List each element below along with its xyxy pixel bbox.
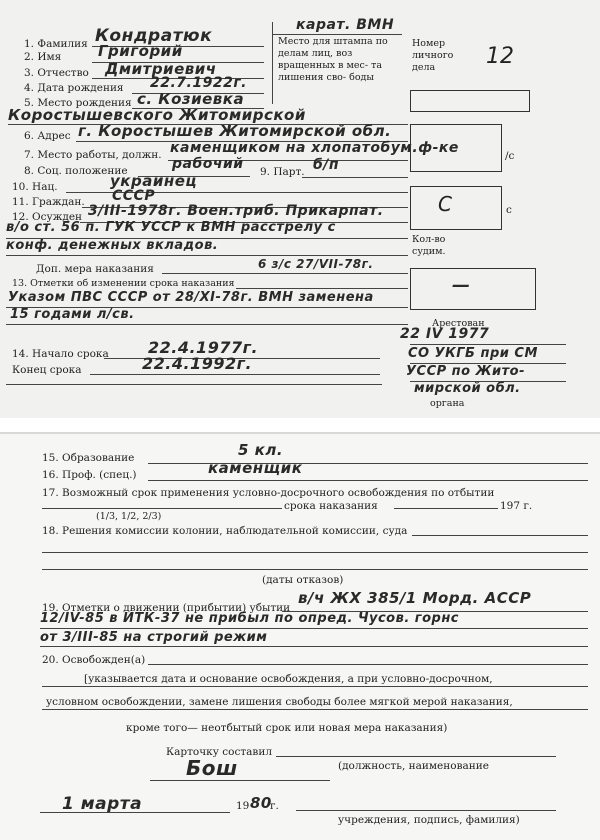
- case-number-label: Номер личного дела: [412, 38, 454, 73]
- release-note-2: условном освобождении, замене лишения свободы более мягкой мерой наказания,: [46, 696, 513, 708]
- value-convicted-1: 3/III-1978г. Воен.триб. Прикарпат.: [88, 203, 384, 219]
- value-birthdate: 22.7.1922г.: [150, 75, 247, 91]
- box-convictions: [410, 268, 536, 310]
- value-movement-3: от 3/III-85 на строгий режим: [40, 630, 268, 645]
- label-parole: 17. Возможный срок применения условно-досрочного освобождения по отбытии: [42, 487, 495, 499]
- value-convicted-3: конф. денежных вкладов.: [6, 238, 219, 253]
- release-note-3: кроме того— неотбытый срок или новая мера наказания): [126, 722, 448, 734]
- stamp-left-border: [272, 22, 273, 104]
- value-patronymic: Дмитриевич: [105, 60, 217, 78]
- institution-caption: учреждения, подпись, фамилия): [338, 814, 520, 826]
- convictions-value: —: [452, 275, 471, 296]
- line-bottom: [6, 384, 382, 385]
- value-party: б/п: [313, 157, 340, 173]
- stamp-handwritten: карат. ВМН: [296, 17, 395, 33]
- line-institution: [296, 810, 556, 811]
- label-patronymic: 3. Отчество: [24, 67, 89, 79]
- label-decisions: 18. Решения комиссии колонии, наблюдательной комиссии, суда: [42, 525, 408, 537]
- stamp-line: [272, 34, 402, 35]
- release-note-1: [указывается дата и основание освобождения, а при условно-досрочном,: [84, 673, 493, 685]
- label-parole-term: срока наказания: [284, 500, 378, 512]
- value-additional-penalty: 6 з/с 27/VII-78г.: [258, 257, 374, 271]
- mark-c: с: [506, 204, 512, 216]
- case-number: 12: [486, 44, 514, 69]
- label-birthdate: 4. Дата рождения: [24, 82, 124, 94]
- card-back: [0, 432, 600, 840]
- line-convicted-3: [6, 255, 408, 256]
- line-decisions-3: [42, 569, 588, 570]
- line-movement-2: [40, 628, 588, 629]
- line-movement-3: [40, 646, 588, 647]
- line-parole: [42, 508, 282, 509]
- arrest-organ-1: СО УКГБ при СМ: [408, 346, 538, 361]
- value-social: рабочий: [172, 156, 244, 172]
- box-category: [410, 186, 502, 230]
- label-movement: 19. Отметки о движении (прибытии) убытии: [42, 602, 291, 614]
- arrest-organ-2: УССР по Жито-: [406, 364, 525, 379]
- line-parole-year: [394, 508, 498, 509]
- line-term-changes: [236, 288, 408, 289]
- line-released: [148, 664, 588, 665]
- value-term-end: 22.4.1992г.: [142, 354, 253, 373]
- label-nationality: 10. Нац.: [12, 181, 58, 193]
- label-education: 15. Образование: [42, 452, 135, 464]
- value-term-changes-2: 15 годами л/св.: [10, 307, 135, 322]
- line-compiled-by: [276, 756, 556, 757]
- label-social: 8. Соц. положение: [24, 165, 128, 177]
- position-caption: (должность, наименование: [338, 760, 489, 772]
- year-suffix: г.: [270, 800, 279, 812]
- label-term-changes: 13. Отметки об изменении срока наказания: [12, 278, 235, 289]
- parole-fractions: (1/3, 1/2, 2/3): [96, 511, 162, 522]
- parole-year: 197 г.: [500, 500, 533, 512]
- line-release-2: [42, 709, 588, 710]
- arrest-label: Арестован: [432, 318, 485, 329]
- label-profession: 16. Проф. (спец.): [42, 469, 137, 481]
- value-profession: каменщик: [208, 459, 303, 477]
- value-convicted-2: в/о ст. 56 п. ГУК УССР к ВМН расстрелу с: [6, 220, 336, 235]
- line-date: [40, 812, 230, 813]
- organ-caption: органа: [430, 398, 465, 409]
- card-front: [0, 0, 600, 418]
- label-additional-penalty: Доп. мера наказания: [36, 263, 154, 275]
- convictions-label: Кол-во судим.: [412, 234, 446, 257]
- label-term-start: 14. Начало срока: [12, 348, 109, 360]
- value-movement-1: в/ч ЖХ 385/1 Морд. АССР: [298, 589, 532, 607]
- label-name: 2. Имя: [24, 51, 62, 63]
- value-birthplace-2: Коростышевского Житомирской: [8, 106, 306, 124]
- value-birthplace-1: с. Козиевка: [137, 90, 245, 108]
- arrest-line-1: [410, 344, 566, 345]
- box-mid: [410, 124, 502, 172]
- line-profession: [148, 480, 588, 481]
- line-term-end: [90, 374, 380, 375]
- value-surname: Кондратюк: [95, 26, 213, 46]
- value-workplace: каменщиком на хлопатобум.ф-ке: [170, 140, 459, 156]
- label-released: 20. Освобожден(а): [42, 654, 146, 666]
- value-education: 5 кл.: [238, 441, 284, 459]
- date-handwritten: 1 марта: [62, 794, 143, 814]
- year-prefix: 19: [236, 800, 250, 812]
- label-convicted: 12. Осужден: [12, 211, 83, 223]
- compiled-by-label: Карточку составил: [166, 746, 272, 758]
- value-address: г. Коростышев Житомирской обл.: [78, 122, 392, 140]
- line-release-1: [42, 686, 588, 687]
- value-movement-2: 12/IV-85 в ИТК-37 не прибыл по опред. Чусов. горнс: [40, 611, 460, 626]
- box-upper: [410, 90, 530, 112]
- value-citizenship: СССР: [112, 188, 156, 204]
- label-address: 6. Адрес: [24, 130, 71, 142]
- line-signature: [150, 780, 330, 781]
- value-nationality: украинец: [110, 172, 197, 190]
- box-letter: С: [438, 192, 452, 216]
- value-term-start: 22.4.1977г.: [148, 338, 259, 357]
- signature: Бош: [186, 756, 238, 780]
- line-decisions-1: [412, 535, 588, 536]
- arrest-date: 22 IV 1977: [400, 326, 490, 342]
- arrest-organ-3: мирской обл.: [414, 381, 521, 396]
- line-additional-penalty: [162, 273, 408, 274]
- label-citizenship: 11. Граждан.: [12, 196, 85, 208]
- value-term-changes-1: Указом ПВС СССР от 28/XI-78г. ВМН заменена: [8, 290, 374, 305]
- line-decisions-2: [42, 552, 588, 553]
- label-birthplace: 5. Место рождения: [24, 97, 132, 109]
- mark-c-upper: /с: [505, 150, 515, 162]
- line-term-changes-2: [6, 324, 408, 325]
- value-name: Григорий: [98, 42, 183, 60]
- line-party: [302, 177, 408, 178]
- label-workplace: 7. Место работы, должн.: [24, 149, 162, 161]
- label-party: 9. Парт.: [260, 166, 305, 178]
- year-handwritten: 80: [250, 794, 272, 812]
- label-surname: 1. Фамилия: [24, 38, 88, 50]
- stamp-caption: Место для штампа по делам лиц, воз вращенных в мес- та лишения сво- боды: [278, 36, 388, 83]
- refusal-dates-caption: (даты отказов): [262, 574, 344, 586]
- label-term-end: Конец срока: [12, 364, 82, 376]
